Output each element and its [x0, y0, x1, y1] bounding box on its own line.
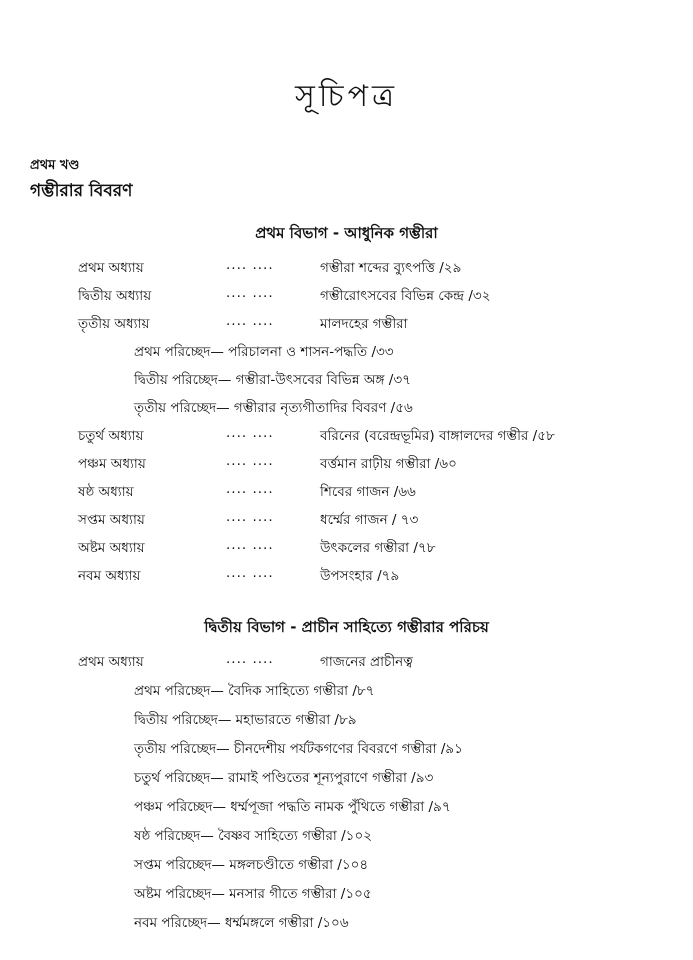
toc-subentry-s2-5: পঞ্চম পরিচ্ছেদ— ধর্ম্মপূজা পদ্ধতি নামক পুঁথিতে গম্ভীরা /৯৭	[134, 799, 451, 815]
chapter-title: গম্ভীরোৎসবের বিভিন্ন কেন্দ্র /৩২	[320, 288, 491, 304]
leader-dots: .... ....	[226, 565, 274, 581]
chapter-label: চতুর্থ অধ্যায়	[78, 428, 144, 444]
chapter-title: গাজনের প্রাচীনত্ব	[320, 654, 413, 670]
leader-dots: .... ....	[226, 257, 274, 273]
toc-subentry-s2-8: অষ্টম পরিচ্ছেদ— মনসার গীতে গম্ভীরা /১০৫	[134, 886, 372, 902]
leader-dots: .... ....	[226, 453, 274, 469]
chapter-title: উপসংহার /৭৯	[320, 568, 400, 584]
chapter-title: উৎকলের গম্ভীরা /৭৮	[320, 540, 436, 556]
chapter-label: পঞ্চম অধ্যায়	[78, 456, 146, 472]
chapter-label: প্রথম অধ্যায়	[78, 260, 144, 276]
leader-dots: .... ....	[226, 537, 274, 553]
section1-heading: প্রথম বিভাগ - আধুনিক গম্ভীরা	[255, 224, 438, 242]
chapter-label: প্রথম অধ্যায়	[78, 654, 144, 670]
toc-subentry-s2-4: চতুর্থ পরিচ্ছেদ— রামাই পণ্ডিতের শূন্যপুরাণে গম্ভীরা /৯৩	[134, 770, 434, 786]
toc-subentry-s2-1: প্রথম পরিচ্ছেদ— বৈদিক সাহিত্যে গম্ভীরা /৮৭	[134, 683, 375, 699]
chapter-label: অষ্টম অধ্যায়	[78, 540, 145, 556]
toc-subentry-s2-9: নবম পরিচ্ছেদ— ধর্ম্মমঙ্গলে গম্ভীরা /১০৬	[134, 915, 349, 931]
chapter-title: বর্ত্তমান রাঢ়ীয় গম্ভীরা /৬০	[320, 456, 457, 472]
part-label: প্রথম খণ্ড	[30, 158, 80, 173]
chapter-label: ষষ্ঠ অধ্যায়	[78, 484, 134, 500]
chapter-label: সপ্তম অধ্যায়	[78, 512, 145, 528]
toc-subentry-s1-ch3-3: তৃতীয় পরিচ্ছেদ— গম্ভীরার নৃত্যগীতাদির বিবরণ /৫৬	[134, 400, 413, 416]
chapter-title: শিবের গাজন /৬৬	[320, 484, 416, 500]
part-title: গম্ভীরার বিবরণ	[30, 181, 133, 201]
chapter-title: ধর্ম্মের গাজন / ৭৩	[320, 512, 419, 528]
leader-dots: .... ....	[226, 509, 274, 525]
toc-subentry-s2-6: ষষ্ঠ পরিচ্ছেদ— বৈষ্ণব সাহিত্যে গম্ভীরা /১০২	[134, 828, 373, 844]
toc-subentry-s2-2: দ্বিতীয় পরিচ্ছেদ— মহাভারতে গম্ভীরা /৮৯	[134, 712, 357, 728]
toc-subentry-s1-ch3-1: প্রথম পরিচ্ছেদ— পরিচালনা ও শাসন-পদ্ধতি /৩৩	[134, 344, 394, 360]
page-title: সূচিপত্র	[295, 79, 398, 114]
leader-dots: .... ....	[226, 481, 274, 497]
leader-dots: .... ....	[226, 425, 274, 441]
chapter-title: বরিনের (বরেন্দ্রভূমির) বাঙ্গালদের গম্ভীর /৫৮	[320, 428, 555, 444]
chapter-title: গম্ভীরা শব্দের ব্যুৎপত্তি /২৯	[320, 260, 462, 276]
chapter-label: দ্বিতীয় অধ্যায়	[78, 288, 152, 304]
chapter-label: নবম অধ্যায়	[78, 568, 141, 584]
chapter-label: তৃতীয় অধ্যায়	[78, 316, 150, 332]
toc-subentry-s1-ch3-2: দ্বিতীয় পরিচ্ছেদ— গম্ভীরা-উৎসবের বিভিন্ন অঙ্গ /৩৭	[134, 372, 411, 388]
section2-heading: দ্বিতীয় বিভাগ - প্রাচীন সাহিত্যে গম্ভীরার পরিচয়	[204, 618, 489, 636]
toc-subentry-s2-3: তৃতীয় পরিচ্ছেদ— চীনদেশীয় পর্যটকগণের বিবরণে গম্ভীরা /৯১	[134, 741, 463, 757]
leader-dots: .... ....	[226, 285, 274, 301]
chapter-title: মালদহের গম্ভীরা	[320, 316, 408, 332]
leader-dots: .... ....	[226, 651, 274, 667]
toc-subentry-s2-7: সপ্তম পরিচ্ছেদ— মঙ্গলচণ্ডীতে গম্ভীরা /১০৪	[134, 857, 369, 873]
leader-dots: .... ....	[226, 313, 274, 329]
